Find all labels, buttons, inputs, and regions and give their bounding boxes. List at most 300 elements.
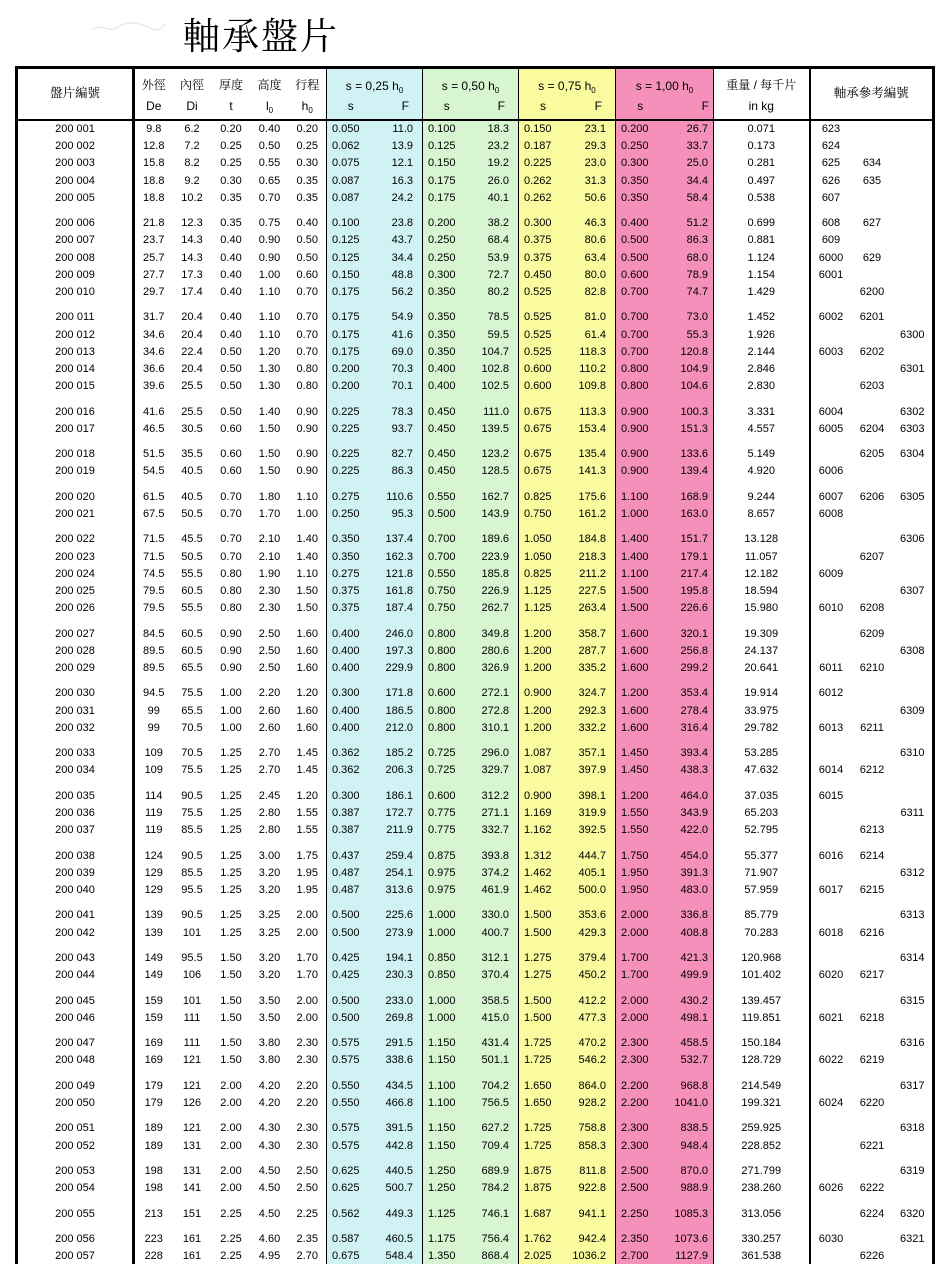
cell: 0.125: [423, 138, 471, 155]
cell: 499.9: [665, 967, 714, 984]
group-spacer-row: [17, 780, 934, 788]
cell: 0.225: [327, 404, 375, 421]
cell: 162.7: [471, 489, 519, 506]
cell: 942.4: [567, 1231, 616, 1248]
cell: 200 022: [17, 531, 134, 548]
spacer-cell: [810, 207, 852, 215]
cell: 109: [144, 747, 163, 760]
cell: 0.675: [519, 463, 567, 480]
cell: 200 032: [17, 720, 134, 737]
spacer-cell: [327, 1223, 375, 1231]
cell: 391.5: [375, 1120, 423, 1137]
spacer-cell: [327, 617, 375, 625]
spacer-cell: [567, 1112, 616, 1120]
cell: 1.175: [423, 1231, 471, 1248]
table-row: [17, 489, 934, 506]
cell: 0.150: [519, 120, 567, 138]
cell: 6211: [860, 721, 884, 734]
spacer-cell: [519, 1155, 567, 1163]
table-row: [17, 626, 934, 643]
cell: 200 018: [17, 446, 134, 463]
cell: 0.225: [327, 463, 375, 480]
cell: 4.60: [258, 1232, 281, 1245]
cell: 200 051: [17, 1120, 134, 1137]
cell: 184.8: [567, 531, 616, 548]
spacer-cell: [134, 984, 173, 992]
spacer-cell: [471, 942, 519, 950]
header-s-col: s: [347, 99, 354, 113]
cell: 47.632: [714, 762, 810, 779]
cell: 1.500: [616, 583, 665, 600]
spacer-cell: [810, 395, 852, 403]
cell: 114: [144, 789, 163, 802]
cell: 0.700: [423, 531, 471, 548]
cell: 1.70: [296, 951, 318, 964]
cell: 6319: [900, 1164, 925, 1177]
cell: 200 006: [17, 215, 134, 232]
cell: 29.7: [143, 286, 165, 299]
spacer-cell: [251, 438, 289, 446]
cell: 0.538: [714, 190, 810, 207]
spacer-cell: [289, 523, 327, 531]
spacer-cell: [289, 1155, 327, 1163]
spacer-cell: [893, 780, 934, 788]
cell: [893, 250, 934, 267]
cell: 41.6: [375, 327, 423, 344]
spacer-cell: [423, 1197, 471, 1205]
spacer-cell: [375, 1155, 423, 1163]
table-body: [17, 120, 934, 1264]
spacer-cell: [810, 899, 852, 907]
table-row: [17, 788, 934, 805]
cell: 278.4: [665, 703, 714, 720]
cell: [893, 882, 934, 899]
cell: 1041.0: [665, 1095, 714, 1112]
cell: 99: [147, 721, 160, 734]
cell: 8.657: [714, 506, 810, 523]
spacer-cell: [289, 1027, 327, 1035]
cell: 430.2: [665, 993, 714, 1010]
cell: 461.9: [471, 882, 519, 899]
spacer-cell: [423, 899, 471, 907]
spacer-cell: [423, 1112, 471, 1120]
cell: 120.968: [714, 950, 810, 967]
cell: 1.124: [714, 250, 810, 267]
cell: 858.3: [567, 1138, 616, 1155]
group-spacer-row: [17, 481, 934, 489]
cell: 39.6: [143, 380, 165, 393]
cell: 200 012: [17, 327, 134, 344]
spacer-cell: [471, 1155, 519, 1163]
cell: 58.4: [665, 190, 714, 207]
spacer-cell: [714, 1197, 810, 1205]
cell: 2.300: [616, 1120, 665, 1137]
cell: 358.5: [471, 993, 519, 1010]
cell: 128.729: [714, 1052, 810, 1069]
cell: 6316: [900, 1037, 925, 1050]
cell: 9.2: [184, 174, 200, 187]
cell: 0.40: [220, 268, 242, 281]
table-row: [17, 250, 934, 267]
cell: [810, 446, 852, 463]
cell: 14.3: [181, 251, 203, 264]
cell: 238.260: [714, 1180, 810, 1197]
spacer-cell: [852, 207, 893, 215]
spacer-cell: [134, 737, 173, 745]
cell: 200 011: [17, 309, 134, 326]
cell: 1.60: [296, 662, 318, 674]
cell: 1.50: [296, 585, 318, 597]
cell: 1073.6: [665, 1231, 714, 1248]
cell: [810, 327, 852, 344]
cell: 200 041: [17, 907, 134, 924]
spacer-cell: [665, 1070, 714, 1078]
cell: 13.128: [714, 531, 810, 548]
cell: 2.60: [258, 721, 281, 734]
cell: 0.387: [327, 822, 375, 839]
cell: 1.20: [296, 789, 318, 802]
cell: [810, 1078, 852, 1095]
spacer-cell: [251, 737, 289, 745]
cell: 6212: [859, 764, 885, 777]
spacer-cell: [852, 523, 893, 531]
cell: 0.70: [296, 328, 318, 341]
cell: 0.70: [296, 345, 318, 358]
cell: 336.8: [665, 907, 714, 924]
cell: 34.6: [143, 345, 165, 358]
cell: 111: [183, 1011, 201, 1024]
spacer-cell: [810, 523, 852, 531]
cell: 2.00: [296, 1011, 318, 1024]
cell: 1.20: [258, 345, 281, 358]
cell: [893, 660, 934, 677]
spacer-cell: [893, 395, 934, 403]
cell: 330.257: [714, 1231, 810, 1248]
cell: 0.30: [220, 174, 242, 187]
cell: 23.7: [143, 234, 165, 247]
cell: 0.600: [519, 361, 567, 378]
table-row: [17, 950, 934, 967]
cell: 2.350: [616, 1231, 665, 1248]
cell: 0.900: [616, 463, 665, 480]
table-row: [17, 138, 934, 155]
cell: 1.70: [258, 508, 281, 520]
spacer-cell: [665, 438, 714, 446]
cell: [810, 805, 852, 822]
cell: 1.95: [296, 866, 318, 879]
spacer-cell: [251, 984, 289, 992]
spacer-cell: [375, 617, 423, 625]
cell: 29.3: [567, 138, 616, 155]
cell: 941.1: [567, 1206, 616, 1223]
cell: 1.169: [519, 805, 567, 822]
spacer-cell: [665, 839, 714, 847]
cell: 21.8: [143, 217, 165, 230]
spacer-cell: [251, 1155, 289, 1163]
cell: 838.5: [665, 1120, 714, 1137]
cell: 110.6: [375, 489, 423, 506]
cell: [852, 506, 893, 523]
table-row: [17, 421, 934, 438]
spacer-cell: [665, 677, 714, 685]
cell: 12.8: [143, 140, 165, 153]
cell: 200 015: [17, 378, 134, 395]
cell: 0.375: [327, 600, 375, 617]
cell: 477.3: [567, 1010, 616, 1027]
cell: 0.500: [423, 506, 471, 523]
cell: 4.50: [258, 1207, 281, 1220]
cell: 0.500: [327, 907, 375, 924]
cell: 2.144: [714, 344, 810, 361]
cell: 1.150: [423, 1052, 471, 1069]
spacer-cell: [173, 1027, 212, 1035]
spacer-cell: [714, 839, 810, 847]
spacer-cell: [212, 1223, 251, 1231]
spacer-cell: [852, 942, 893, 950]
cell: 0.400: [423, 378, 471, 395]
spacer-cell: [665, 942, 714, 950]
spacer-cell: [567, 301, 616, 309]
cell: 0.400: [327, 660, 375, 677]
cell: 0.30: [296, 157, 318, 170]
cell: 200 024: [17, 566, 134, 583]
cell: 6207: [859, 550, 885, 563]
spacer-cell: [212, 617, 251, 625]
cell: 6200: [859, 286, 885, 299]
cell: 2.20: [296, 1096, 318, 1109]
cell: 1.700: [616, 950, 665, 967]
cell: 111: [183, 1037, 201, 1050]
cell: 329.7: [471, 762, 519, 779]
spacer-cell: [327, 677, 375, 685]
cell: 75.5: [181, 687, 203, 700]
spacer-cell: [714, 617, 810, 625]
cell: 1.600: [616, 626, 665, 643]
spacer-cell: [893, 942, 934, 950]
cell: 6217: [859, 969, 885, 982]
spacer-cell: [810, 301, 852, 309]
cell: 200 026: [17, 600, 134, 617]
cell: 1.154: [714, 267, 810, 284]
cell: 200 046: [17, 1010, 134, 1027]
cell: 0.80: [296, 363, 318, 376]
cell: 200 056: [17, 1231, 134, 1248]
cell: 6024: [810, 1095, 852, 1112]
cell: 454.0: [665, 848, 714, 865]
cell: 2.25: [296, 1207, 318, 1220]
cell: 1.275: [519, 950, 567, 967]
spacer-cell: [471, 617, 519, 625]
cell: 1.087: [519, 762, 567, 779]
cell: 442.8: [375, 1138, 423, 1155]
cell: 0.40: [220, 234, 242, 247]
spacer-cell: [423, 395, 471, 403]
spacer-cell: [251, 1027, 289, 1035]
spacer-cell: [519, 481, 567, 489]
cell: 150.184: [714, 1035, 810, 1052]
cell: 90.5: [181, 789, 203, 802]
spacer-cell: [665, 1112, 714, 1120]
cell: 1.875: [519, 1163, 567, 1180]
cell: 63.4: [567, 250, 616, 267]
spacer-cell: [893, 1027, 934, 1035]
cell: 226.6: [665, 600, 714, 617]
cell: [893, 600, 934, 617]
spacer-cell: [714, 899, 810, 907]
cell: 179: [144, 1079, 163, 1092]
cell: 65.203: [714, 805, 810, 822]
spacer-cell: [212, 780, 251, 788]
spacer-cell: [616, 1223, 665, 1231]
cell: 25.5: [181, 380, 203, 393]
table-row: [17, 1248, 934, 1264]
cell: 6226: [859, 1250, 885, 1263]
cell: 3.25: [258, 926, 281, 939]
spacer-cell: [567, 899, 616, 907]
cell: 310.1: [471, 720, 519, 737]
spacer-cell: [212, 1155, 251, 1163]
cell: 1.926: [714, 327, 810, 344]
cell: 0.625: [327, 1180, 375, 1197]
cell: 200 009: [17, 267, 134, 284]
cell: 0.500: [616, 250, 665, 267]
table-row: [17, 1231, 934, 1248]
cell: 1.500: [519, 1010, 567, 1027]
cell: 0.125: [327, 250, 375, 267]
spacer-cell: [519, 207, 567, 215]
cell: 0.562: [327, 1206, 375, 1223]
cell: 1.10: [258, 328, 281, 341]
cell: 25.7: [143, 251, 165, 264]
cell: 52.795: [714, 822, 810, 839]
cell: 6005: [810, 421, 852, 438]
cell: 0.80: [296, 380, 318, 393]
cell: 379.4: [567, 950, 616, 967]
cell: 102.5: [471, 378, 519, 395]
cell: 200 040: [17, 882, 134, 899]
cell: 0.175: [327, 284, 375, 301]
cell: 200 031: [17, 703, 134, 720]
cell: 1.70: [296, 969, 318, 982]
table-row: [17, 907, 934, 924]
header-group-s075: s = 0,75 $h_0$ s F: [519, 68, 616, 121]
cell: 0.500: [327, 925, 375, 942]
cell: 0.450: [423, 463, 471, 480]
cell: 40.1: [471, 190, 519, 207]
cell: 53.9: [471, 250, 519, 267]
spacer-cell: [289, 1112, 327, 1120]
cell: 2.80: [258, 806, 281, 819]
cell: 61.5: [143, 490, 165, 503]
cell: [852, 745, 893, 762]
cell: 68.4: [471, 232, 519, 249]
cell: 269.8: [375, 1010, 423, 1027]
spacer-cell: [134, 617, 173, 625]
spacer-cell: [375, 737, 423, 745]
table-row: [17, 1095, 934, 1112]
cell: 0.087: [327, 173, 375, 190]
cell: 75.5: [181, 806, 203, 819]
cell: 2.00: [296, 909, 318, 922]
header-stroke: 行程 $h_0$: [295, 78, 320, 115]
cell: 0.275: [327, 566, 375, 583]
cell: 0.100: [423, 120, 471, 138]
spacer-cell: [714, 1112, 810, 1120]
spacer-cell: [375, 1197, 423, 1205]
cell: 25.5: [181, 405, 203, 418]
cell: 0.40: [220, 286, 242, 299]
cell: 6222: [859, 1182, 885, 1195]
cell: 101.402: [714, 967, 810, 984]
cell: 0.550: [423, 489, 471, 506]
spacer-cell: [134, 899, 173, 907]
cell: 0.362: [327, 745, 375, 762]
table-row: [17, 865, 934, 882]
cell: 1.30: [258, 363, 281, 376]
cell: 0.375: [519, 232, 567, 249]
cell: 19.914: [714, 685, 810, 702]
spacer-cell: [375, 677, 423, 685]
spacer-cell: [289, 839, 327, 847]
spacer-cell: [327, 1070, 375, 1078]
cell: 6310: [900, 747, 925, 760]
cell: 0.300: [423, 267, 471, 284]
spacer-cell: [714, 481, 810, 489]
cell: 0.60: [220, 422, 242, 435]
cell: 1.200: [519, 660, 567, 677]
cell: 18.8: [143, 174, 165, 187]
spacer-cell: [519, 1027, 567, 1035]
spacer-cell: [327, 438, 375, 446]
cell: 0.40: [258, 123, 281, 135]
spacer-cell: [423, 617, 471, 625]
table-row: [17, 1180, 934, 1197]
cell: 1.00: [220, 704, 242, 717]
cell: 162.3: [375, 549, 423, 566]
cell: 0.600: [519, 378, 567, 395]
spacer-cell: [375, 942, 423, 950]
cell: 6022: [810, 1052, 852, 1069]
cell: 2.200: [616, 1095, 665, 1112]
cell: 233.0: [375, 993, 423, 1010]
cell: 11.057: [714, 549, 810, 566]
cell: 1.95: [296, 883, 318, 896]
spacer-cell: [519, 1112, 567, 1120]
cell: 3.50: [258, 994, 281, 1007]
cell: 6007: [810, 489, 852, 506]
cell: 0.100: [327, 215, 375, 232]
cell: [810, 626, 852, 643]
spacer-cell: [714, 1223, 810, 1231]
spacer-cell: [17, 737, 134, 745]
cell: [893, 267, 934, 284]
cell: 254.1: [375, 865, 423, 882]
spacer-cell: [173, 1070, 212, 1078]
cell: 26.0: [471, 173, 519, 190]
cell: 84.5: [143, 627, 165, 640]
cell: 1.200: [616, 685, 665, 702]
cell: 292.3: [567, 703, 616, 720]
table-row: [17, 446, 934, 463]
cell: 0.700: [616, 344, 665, 361]
spacer-cell: [567, 677, 616, 685]
cell: 6015: [810, 788, 852, 805]
cell: [810, 1248, 852, 1264]
cell: 6309: [900, 704, 925, 717]
group-spacer-row: [17, 1155, 934, 1163]
cell: [893, 138, 934, 155]
cell: [852, 993, 893, 1010]
